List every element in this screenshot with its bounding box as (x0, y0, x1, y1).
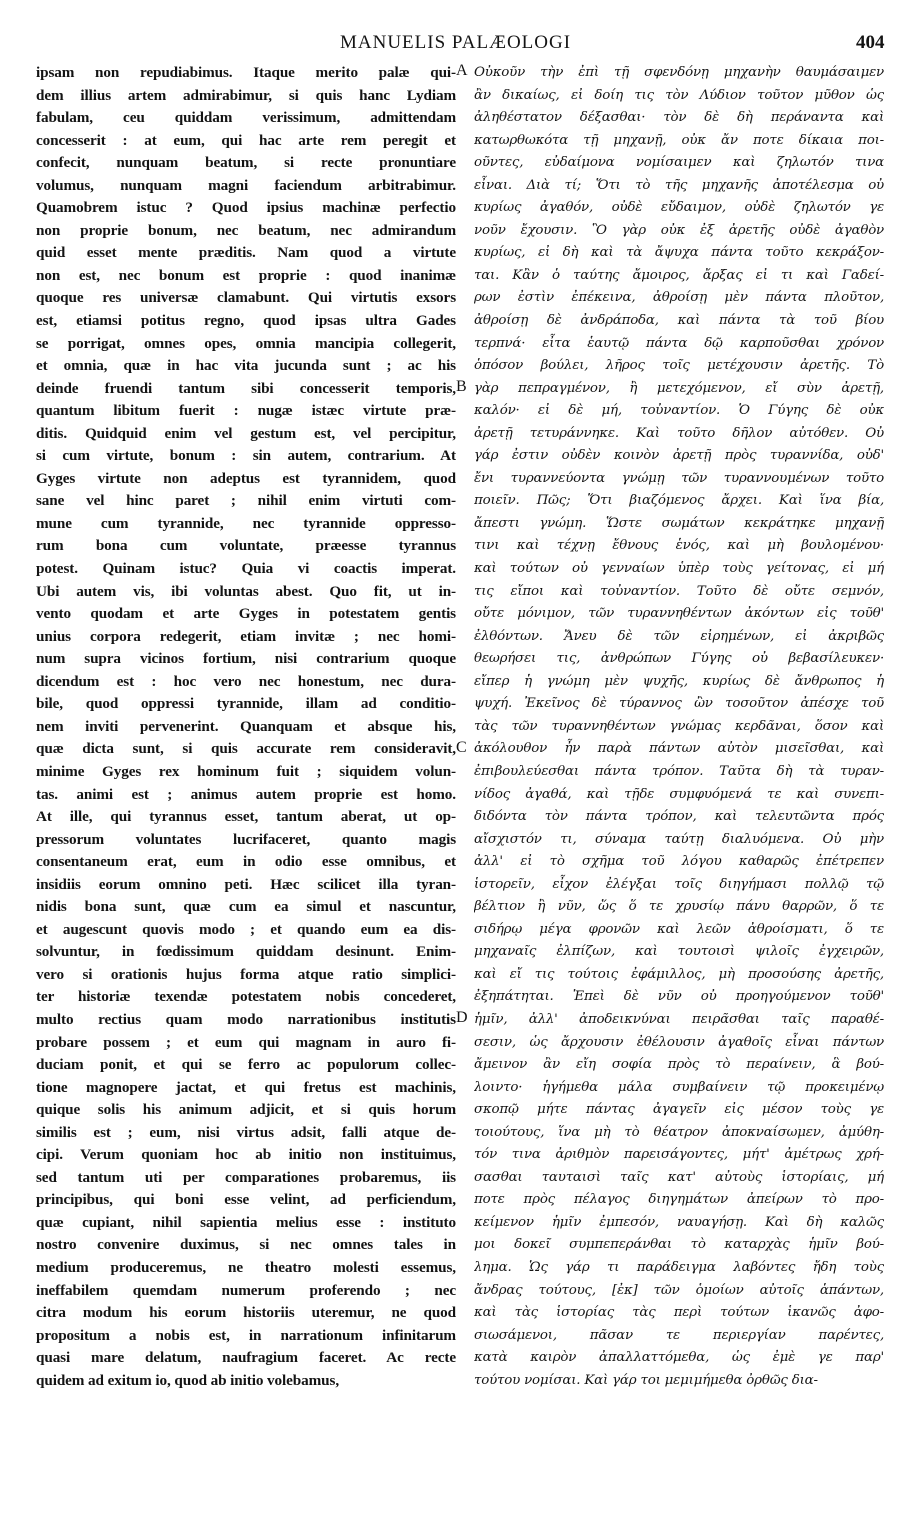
greek-text-line: θεωρήσει τις, ἀνθρώπων Γύγης οὐ βεβασίλευκεν· (474, 651, 884, 667)
greek-text-line: γὰρ πεπραγμένον, ἢ μετεχόμενον, εἴ σὺν ἀρετῇ, (474, 380, 884, 396)
greek-text-line: νίδος ἀγαθά, καὶ τῇδε συμφυόμενά τε καὶ συνεπι- (474, 786, 884, 802)
greek-text-line: ἀθροίσῃ δὲ ἀνδράποδα, καὶ πάντα τὰ τοῦ βίου (474, 313, 884, 329)
latin-text-line: unius corpora redegerit, etiam invitæ ; nec homi- (36, 627, 456, 645)
greek-text-line: μηχαναῖς ἐλπίζων, καὶ τουτοισὶ ψιλοῖς ἐγχειρῶν, (474, 944, 884, 960)
running-title: MANUELIS PALÆOLOGI (340, 32, 572, 53)
greek-text-line: ποιεῖν. Πῶς; Ὅτι βιαζόμενος ἄρχει. Καὶ ἵνα βία, (474, 493, 884, 509)
latin-text-line: mune cum tyrannide, nec tyrannide oppresso- (36, 514, 456, 532)
latin-text-line: Gyges virtute non adeptus est tyrannidem, quod (36, 469, 456, 487)
latin-text-line: et augescunt quovis modo ; et quando eum ea dis- (36, 920, 456, 938)
latin-text-line: tione magnopere jactat, et qui fretus est machinis, (36, 1078, 456, 1096)
latin-text-line: ditis. Quidquid enim vel gestum est, vel percipitur, (36, 424, 456, 442)
greek-text-line: λοιντο· ἡγήμεθα μάλα συμβαίνειν τῷ προκειμένῳ (474, 1079, 884, 1095)
greek-text-line: σιδήρῳ μέγα φρονῶν καὶ λεῶν ἀθροίσματι, ὅ τε (474, 921, 884, 937)
latin-text-line: si cum virtute, bonum : sin autem, contrarium. At (36, 447, 456, 465)
latin-text-line: nem inviti pervenerint. Quanquam et absque his, (36, 717, 456, 735)
greek-text-line: ἄμεινον ἂν εἴη σοφία πρὸς τὸ περαίνειν, ἃ βού- (474, 1057, 884, 1073)
greek-text-line: τινι καὶ τέχνῃ ἔθνους ἑνός, καὶ μὴ βουλομένου· (474, 538, 884, 554)
latin-text-line: et omnia, quæ in hac vita jucunda sunt ; ac his (36, 357, 456, 375)
latin-text-line: fabulam, ceu quiddam verissimum, admittendam (36, 109, 456, 127)
greek-text-line: κείμενον ἡμῖν ἐμπεσόν, ναυαγήσῃ. Καὶ δὴ καλῶς (474, 1214, 884, 1230)
greek-text-line: εἶναι. Διὰ τί; Ὅτι τὸ τῆς μηχανῆς ἀποτέλεσμα οὐ (474, 177, 884, 193)
latin-text-line: num supra vicinos fortium, nisi contrarium quoque (36, 650, 456, 668)
latin-text-line: quid esset mente præditis. Nam quod a virtute (36, 244, 456, 262)
latin-text-line: vero si orationis hujus forma atque ratio simplici- (36, 965, 456, 983)
latin-text-line: principibus, qui boni esse velint, ad perficiendum, (36, 1191, 456, 1209)
greek-text-line: ὁπόσον βούλει, λῆρος τοῖς μετέχουσιν ἀρετῆς. Τὸ (474, 358, 884, 374)
greek-text-line: ἡμῖν, ἀλλ' ἀποδεικνύναι πειρᾶσθαι ταῖς παραθέ- (474, 1011, 884, 1027)
greek-text-line: τερπνά· εἶτα ἑαυτῷ πάντα δῷ καρποῦσθαι χρόνον (474, 335, 884, 351)
greek-text-line: ἱστορεῖν, εἶχον ἐλέγξαι τοῖς διηγήμασι πολλῷ τῷ (474, 876, 884, 892)
latin-text-line: quidem ad exitum io, quod ab initio volebamus, (36, 1371, 340, 1389)
section-marker: D (456, 1009, 468, 1027)
greek-text-line: τὰς τῶν τυραννηθέντων γνώμας κερδᾶναι, ὅσον καὶ (474, 718, 884, 734)
section-marker: A (456, 62, 468, 79)
greek-text-line: ποτε πρὸς πέλαγος διηγημάτων ἀπείρων τὸ προ- (474, 1192, 884, 1208)
latin-text-line: se porrigat, omnes opes, omnia mancipia collegerit, (36, 334, 456, 352)
greek-text-line: τοιούτους, ἵνα μὴ τὸ θέατρον ἀποκναίσωμεν, ἀμύθη- (474, 1124, 884, 1140)
greek-text-line: ται. Κἂν ὁ ταύτης ἄμοιρος, ἄρξας εἰ τι καὶ Γαδεί- (474, 267, 884, 283)
greek-text-line: οὔτε μόνιμον, τῶν τυραννηθέντων ἀκόντων εἰς τοῦθ' (474, 606, 884, 622)
latin-text-line: multo rectius quam modo narrationibus institutis (36, 1010, 456, 1028)
latin-text-line: deinde fruendi tantum sibi concesserit temporis, (36, 379, 456, 397)
latin-text-line: non est, nec bonum est proprie : quod inanimæ (36, 266, 456, 284)
greek-column (474, 62, 884, 1392)
latin-text-line: minime Gyges rex hominum fuit ; siquidem volun- (36, 762, 456, 780)
greek-text-line: καὶ τούτων οὐ γενναίων ὑπὲρ τοὺς γείτονας, εἰ μή (474, 561, 884, 577)
latin-text-line: quantum libitum fuerit : nugæ istæc virtute præ- (36, 402, 456, 420)
greek-text-line: ἀκόλουθον ἦν παρὰ πάντων αὐτὸν μισεῖσθαι, καὶ (474, 741, 884, 757)
greek-text-line: ἀλλ' εἰ τὸ σχῆμα τοῦ λόγου καθαρῶς ἐπέτρεπεν (474, 854, 884, 870)
latin-text-line: est, etiamsi potitus regno, quod ipsas ultra Gades (36, 312, 456, 330)
latin-text-line: dem illius artem admirabimur, si quis hanc Lydiam (36, 86, 456, 104)
greek-text-line: Οὐκοῦν τὴν ἐπὶ τῇ σφενδόνῃ μηχανὴν θαυμάσαιμεν (474, 65, 884, 80)
latin-text-line: probare possem ; et eum qui magnam in auro fi- (36, 1033, 456, 1051)
greek-text-line: ἐλθόντων. Ἄνευ δὲ τῶν εἰρημένων, εἰ ἀκριβῶς (474, 628, 884, 644)
greek-text-line: ἔνι τυραννεύοντα γνώμῃ τῶν τυραννουμένων τοῦτο (474, 470, 884, 486)
greek-text-line: καὶ εἴ τις τούτοις ἐφάμιλλος, μὴ προσούσης ἀρετῆς, (474, 966, 884, 982)
greek-text-line: ψυχή. Ἐκεῖνος δὲ τύραννος ὢν τοσοῦτον ἀπέσχε τοῦ (474, 696, 884, 712)
greek-text-line: κατὰ καιρὸν ἀπαλλαττόμεθα, ὡς ἐμὲ γε παρ' (474, 1350, 884, 1366)
greek-text-line: ἐπιβουλεύεσθαι πάντα τρόπον. Ταῦτα δὴ τὰ τυραν- (474, 763, 884, 779)
latin-text-line: sed tantum uti per comparationes probaremus, iis (36, 1168, 456, 1186)
latin-text-line: nidis bona sunt, quæ cum ea simul et nascuntur, (36, 898, 456, 916)
greek-text-line: εἴπερ ἡ γνώμη μὲν ψυχῆς, κυρίως δὲ ἄνθρωπος ἡ (474, 673, 884, 689)
greek-text-line: ἐξηπάτηται. Ἐπεὶ δὲ νῦν οὐ προηγούμενον τοῦθ' (474, 989, 884, 1005)
greek-text-line: τόν τινα ἀριθμὸν παρεισάγοντες, μήτ' ἀμέτρως χρή- (474, 1147, 884, 1163)
latin-text-line: tas. animi est ; animus autem proprie est homo. (36, 785, 456, 803)
greek-text-line: σεσιν, ὡς ἄρχουσιν ἐθέλουσιν ἀγαθοῖς εἶναι πάντων (474, 1034, 884, 1050)
latin-text-line: vento quodam et arte Gyges in potestatem gentis (36, 605, 456, 623)
latin-text-line: similis est ; eum, nisi virtus adsit, falli atque de- (36, 1123, 456, 1141)
latin-text-line: nostro convenire duximus, si nec omnes tales in (36, 1236, 456, 1254)
latin-text-line: quoque res universæ clamabunt. Qui virtutis exsors (36, 289, 456, 307)
latin-column (36, 62, 456, 1392)
greek-text-line: καὶ τὰς ἱστορίας τὰς περὶ τούτων ἱκανῶς ἀφο- (474, 1305, 884, 1321)
greek-text-line: τούτου νομίσαι. Καὶ γάρ τοι μεμιμήμεθα ὀρθῶς δια- (474, 1372, 818, 1388)
latin-text-line: Quamobrem istuc ? Quod ipsius machinæ perfectio (36, 199, 456, 217)
greek-text-line: σασθαι ταυταισὶ ταῖς κατ' αὐτοὺς ἱστορίαις, μή (474, 1169, 884, 1185)
latin-text-line: medium produceremus, ne theatro molesti essemus, (36, 1258, 456, 1276)
latin-text-line: ipsam non repudiabimus. Itaque merito palæ qui- (36, 64, 456, 81)
latin-text-line: insidiis eorum omnino peti. Hæc scilicet illa tyran- (36, 875, 456, 893)
greek-text-line: κυρίως, εἰ δὴ καὶ τὰ ἄψυχα πάντα τοῦτο κεκράξον- (474, 245, 884, 261)
latin-text-line: consentaneum erat, eum in odio esse omnibus, et (36, 853, 456, 871)
greek-text-line: ἄπεστι γνώμη. Ὥστε σωμάτων κεκράτηκε μηχανῇ (474, 515, 884, 531)
latin-text-line: cipi. Verum quoniam hoc ab initio non instituimus, (36, 1146, 456, 1164)
latin-text-line: quasi mare delatum, naufragium faceret. Ac recte (36, 1349, 456, 1367)
latin-text-line: quique solis his animum adjicit, et si quis horum (36, 1101, 456, 1119)
latin-text-line: propositum a nobis est, in narrationum infinitarum (36, 1326, 456, 1344)
greek-text-line: λημα. Ὡς γάρ τι παράδειγμα λαβόντες ἤδη τοὺς (474, 1259, 884, 1275)
greek-text-line: γάρ ἐστιν οὐδὲν κοινὸν ἀρετῇ πρὸς τυραννίδα, οὐδ' (474, 448, 884, 464)
latin-text-line: ineffabilem quemdam numerum proferendo ; nec (36, 1281, 456, 1299)
greek-text-line: οῦντες, εὐδαίμονα νομίσαιμεν καὶ ζηλωτόν τινα (474, 155, 884, 171)
latin-text-line: volumus, nunquam magni faciendum arbitrabimur. (36, 176, 456, 194)
latin-text-line: quæ cupiant, nihil sapientia melius esse : instituto (36, 1213, 456, 1231)
latin-text-line: dicendum est : hoc vero nec honestum, nec dura- (36, 672, 456, 690)
latin-text-line: concesserit : at eum, qui hac arte rem peregit et (36, 131, 456, 149)
latin-text-line: solvuntur, in fœdissimum quiddam desinunt. Enim- (36, 943, 456, 961)
latin-text-line: ter historiæ texendæ potestatem nobis concederet, (36, 988, 456, 1006)
greek-text-line: καλόν· εἰ δὲ μή, τοὐναντίον. Ὁ Γύγης δὲ οὐκ (474, 403, 884, 419)
greek-text-line: ἄνδρας τούτους, [ἐκ] τῶν ὁμοίων αὐτοῖς ἁπάντων, (474, 1282, 884, 1298)
page-header (0, 32, 921, 58)
greek-text-line: κυρίως ἀγαθόν, οὐδὲ εὔδαιμον, οὐδὲ ζηλωτόν γε (474, 200, 884, 216)
greek-text-line: ἀρετῇ τετυράννηκε. Καὶ τοῦτο δῆλον αὐτόθεν. Οὐ (474, 425, 884, 441)
latin-text-line: bile, quod oppressi tyrannide, illam ad conditio- (36, 695, 456, 713)
latin-text-line: At ille, qui tyrannus esset, tantum aberat, ut op- (36, 808, 456, 826)
greek-text-line: ρων ἐστὶν ἐπέκεινα, ἀθροίσῃ μὲν πάντα πλοῦτον, (474, 290, 884, 306)
greek-text-line: σκοπῷ μήτε πάντας ἀγαγεῖν εἰς μέσον τοὺς γε (474, 1102, 884, 1118)
greek-text-line: βέλτιον ἢ νῦν, ὥς ὅ τε χρυσίῳ πάνυ θαρρῶν, ὅ τε (474, 899, 884, 915)
greek-text-line: διδόντα τὸν πάντα τρόπον, καὶ τελευτῶντα πρός (474, 809, 884, 825)
latin-text-line: quæ dicta sunt, si quis accurate rem consideravit, (36, 740, 456, 758)
greek-text-line: ἂν δικαίως, εἰ δοίη τις τὸν Λύδιον τοῦτον μῦθον ὡς (474, 87, 884, 103)
section-marker: C (456, 738, 467, 756)
greek-text-line: κατωρθωκότα τῇ μηχανῇ, οὐκ ἄν ποτε δίκαια ποι- (474, 132, 884, 148)
greek-text-line: αἴσχιστόν τι, σύναμα ταύτῃ διαλυόμενα. Οὐ μὴν (474, 831, 884, 847)
latin-text-line: rum bona cum voluntate, præesse tyrannus (36, 537, 456, 555)
section-marker: B (456, 377, 467, 395)
greek-text-line: ἀληθέστατον δέξασθαι· τὸν δὲ δὴ περάναντα καὶ (474, 110, 884, 126)
latin-text-line: duciam ponit, et qui se ferro ac populorum collec- (36, 1056, 456, 1074)
latin-text-line: confecit, nunquam beatum, si recte pronuntiare (36, 154, 456, 172)
greek-text-line: μοι δοκεῖ συμπεπεράνθαι τὸ καταρχὰς ἡμῖν βού- (474, 1237, 884, 1253)
latin-text-line: citra modum his eorum historiis uteremur, ne quod (36, 1304, 456, 1322)
greek-text-line: νοῦν ἔχουσιν. Ὃ γὰρ οὐκ ἐξ ἀρετῆς οὐδὲ ἀγαθὸν (474, 222, 884, 238)
latin-text-line: pressorum voluntates lucrifaceret, quanto magis (36, 830, 456, 848)
greek-text-line: τις εἴποι καὶ τοὐναντίον. Τοῦτο δὲ οὔτε σεμνόν, (474, 583, 884, 599)
latin-text-line: sane vel hinc paret ; nihil enim virtuti com- (36, 492, 456, 510)
page-number: 404 (856, 32, 885, 53)
latin-text-line: potest. Quinam istuc? Quia vi coactis imperat. (36, 560, 456, 578)
latin-text-line: non proprie bonum, nec beatum, nec admirandum (36, 221, 456, 239)
greek-text-line: σιωσάμενοι, πᾶσαν τε περιεργίαν παρέντες, (474, 1327, 884, 1343)
latin-text-line: Ubi autem vis, ibi voluntas abest. Quo fit, ut in- (36, 582, 456, 600)
